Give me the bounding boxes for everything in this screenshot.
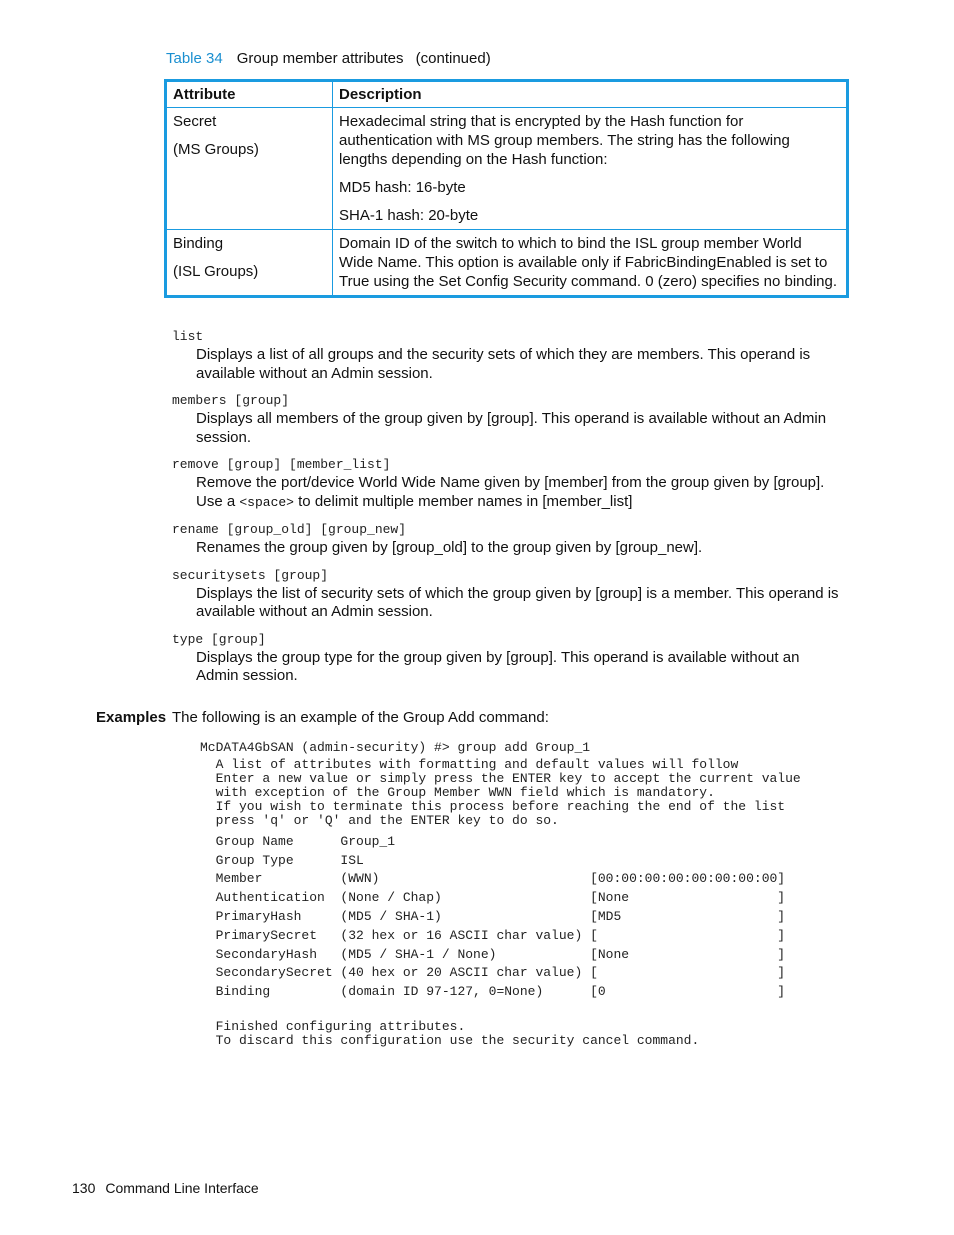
attribute-name: Binding [173,235,224,252]
table-row [166,108,848,230]
page-number: 130 [72,1180,96,1196]
table-caption [166,50,491,67]
attribute-name: Secret [173,113,217,130]
page-footer [72,1180,259,1196]
code-attribute-row: Member (WWN) [00:00:00:00:00:00:00:00] [200,871,786,887]
attribute-cell [166,230,333,297]
code-attribute-row: SecondarySecret (40 hex or 20 ASCII char value) [ ] [200,965,786,981]
attribute-scope: (ISL Groups) [173,263,259,280]
footer-section-title: Command Line Interface [105,1180,259,1196]
operand-name: securitysets [group] [172,567,329,583]
operand-name: list [172,329,204,344]
header-description: Description [333,81,848,108]
group-member-attributes-table [164,79,849,298]
attribute-scope: (MS Groups) [173,141,259,158]
code-line: To discard this configuration use the security cancel command. [200,1032,700,1048]
code-line: Finished configuring attributes. [200,1018,466,1034]
code-attribute-row: PrimarySecret (32 hex or 16 ASCII char value) [ ] [200,927,786,943]
code-line: with exception of the Group Member WWN field which is mandatory. [200,784,715,800]
table-title: Group member attributes [236,50,404,67]
code-example [200,739,801,1048]
operand-remove-entry [172,455,844,512]
table-caption-suffix: (continued) [415,50,491,67]
operand-name: type [group] [172,631,266,647]
examples-intro: The following is an example of the Group Add command: [172,709,549,726]
operand-members-entry [172,391,844,447]
operand-description: Renames the group given by [group_old] to the group given by [group_new]. [196,539,703,556]
inline-code: <space> [239,494,294,510]
operand-list [172,327,844,694]
examples-heading: Examples [96,709,167,726]
code-line: A list of attributes with formatting and default values will follow [200,756,739,772]
table-header-row [166,81,848,108]
code-attribute-row: Group Name Group_1 [200,833,396,849]
code-line: press 'q' or 'Q' and the ENTER key to do so. [200,812,559,828]
code-line: If you wish to terminate this process before reaching the end of the list [200,798,786,814]
operand-rename-entry [172,520,844,558]
description-text: to delimit multiple member names in [member_list] [293,492,633,510]
code-attribute-row: PrimaryHash (MD5 / SHA-1) [MD5 ] [200,908,786,924]
table-row [166,230,848,297]
operand-name: members [group] [172,393,290,408]
operand-description: Displays a list of all groups and the security sets of which they are members. This operand is available without an Admin session. [196,346,811,382]
description-text: Domain ID of the switch to which to bind the ISL group member World Wide Name. This option is available only if FabricBindingEnabled is set to True using the Set Config Security command. 0 (zero) specifies no binding. [339,235,838,290]
operand-securitysets-entry [172,566,844,622]
code-attribute-row: SecondaryHash (MD5 / SHA-1 / None) [None ] [200,946,786,962]
code-line: Enter a new value or simply press the ENTER key to accept the current value [200,770,801,786]
description-cell [333,230,848,297]
operand-type-entry [172,630,844,686]
operand-name: remove [group] [member_list] [172,457,391,472]
header-attribute: Attribute [166,81,333,108]
operand-description [196,474,844,512]
operand-name: rename [group_old] [group_new] [172,522,407,537]
table-label: Table 34 [166,50,223,67]
operand-description: Displays the list of security sets of which the group given by [group] is a member. This operand is available without an Admin session. [196,584,839,620]
code-attribute-row: Group Type ISL [200,852,364,868]
description-text: Hexadecimal string that is encrypted by the Hash function for authentication with MS group members. The string has the following lengths depending on the Hash function: [339,113,790,168]
code-attribute-row: Binding (domain ID 97-127, 0=None) [0 ] [200,984,786,1000]
description-text: MD5 hash: 16-byte [339,179,466,196]
code-spacer [200,1002,801,1020]
operand-description: Displays the group type for the group given by [group]. This operand is available without an Admin session. [196,648,800,684]
description-text: Remove the port/device World Wide Name given by [member] from the group given by [group]. Use a [196,474,825,510]
description-text: SHA-1 hash: 20-byte [339,207,479,224]
operand-description: Displays all members of the group given by [group]. This operand is available without an Admin session. [196,410,827,446]
code-command-line: McDATA4GbSAN (admin-security) #> group add Group_1 [200,740,591,755]
attribute-cell [166,108,333,230]
description-cell [333,108,848,230]
code-attribute-row: Authentication (None / Chap) [None ] [200,890,786,906]
operand-list-entry [172,327,844,383]
